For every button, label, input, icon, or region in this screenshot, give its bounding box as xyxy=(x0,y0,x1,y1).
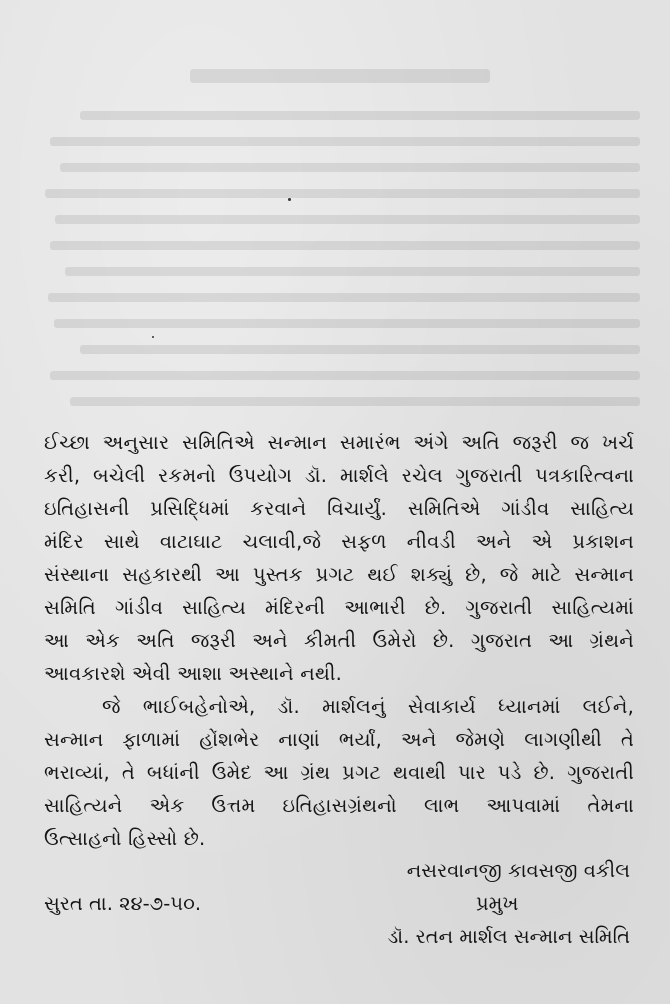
text-line: ઉત્સાહનો હિસ્સો છે. xyxy=(44,827,206,850)
ink-speck xyxy=(288,198,291,201)
text-line: સન્માન ફાળામાં હોંશભેર નાણાં ભર્યાં, અને જેમણે લાગણીથી તે xyxy=(44,728,634,751)
text-line: મંદિર સાથે વાટાઘાટ ચલાવી,જે સફળ નીવડી અને એ પ્રકાશન xyxy=(44,530,634,553)
organization-name: ડૉ. રતન માર્શલ સન્માન સમિતિ xyxy=(387,925,630,948)
text-line: આવકારશે એવી આશા અસ્થાને નથી. xyxy=(44,662,343,685)
text-line: ઈચ્છા અનુસાર સમિતિએ સન્માન સમારંભ અંગે અતિ જરૂરી જ ખર્ચ xyxy=(44,431,634,454)
text-line: ઇતિહાસની પ્રસિદ્ધિમાં કરવાને વિચાર્યું. સમિતિએ ગાંડીવ સાહિત્ય xyxy=(44,497,634,520)
text-line: કરી, બચેલી રકમનો ઉપયોગ ડૉ. માર્શલે રચેલ ગુજરાતી પત્રકારિત્વના xyxy=(44,464,634,487)
text-line: સાહિત્યને એક ઉત્તમ ઇતિહાસગ્રંથનો લાભ આપવામાં તેમના xyxy=(44,794,634,817)
bleed-through-heading-texture xyxy=(40,60,640,88)
text-line: જે ભાઈબહેનોએ, ડૉ. માર્શલનું સેવાકાર્ય ધ્યાનમાં લઈને, xyxy=(102,695,634,718)
signatory-name: નસરવાનજી કાવસજી વકીલ xyxy=(406,859,630,882)
ink-speck xyxy=(152,336,154,338)
place-and-date: સુરત તા. ૨૪-૭-૫૦. xyxy=(44,892,202,915)
paragraph-2 xyxy=(44,690,634,855)
signatory-role: પ્રમુખ xyxy=(476,892,519,915)
text-line: ભરાવ્યાં, તે બધાંની ઉમેદ આ ગ્રંથ પ્રગટ થવાથી પાર પડે છે. ગુજરાતી xyxy=(44,761,634,784)
text-line: સંસ્થાના સહકારથી આ પુસ્તક પ્રગટ થઈ શક્યું છે, જે માટે સન્માન xyxy=(44,563,634,586)
paragraph-1 xyxy=(44,426,634,690)
text-line: આ એક અતિ જરૂરી અને કીમતી ઉમેરો છે. ગુજરાત આ ગ્રંથને xyxy=(44,629,634,652)
bleed-through-texture xyxy=(40,60,640,414)
document-body xyxy=(44,426,634,855)
text-line: સમિતિ ગાંડીવ સાહિત્ય મંદિરની આભારી છે. ગુજરાતી સાહિત્યમાં xyxy=(44,596,634,619)
